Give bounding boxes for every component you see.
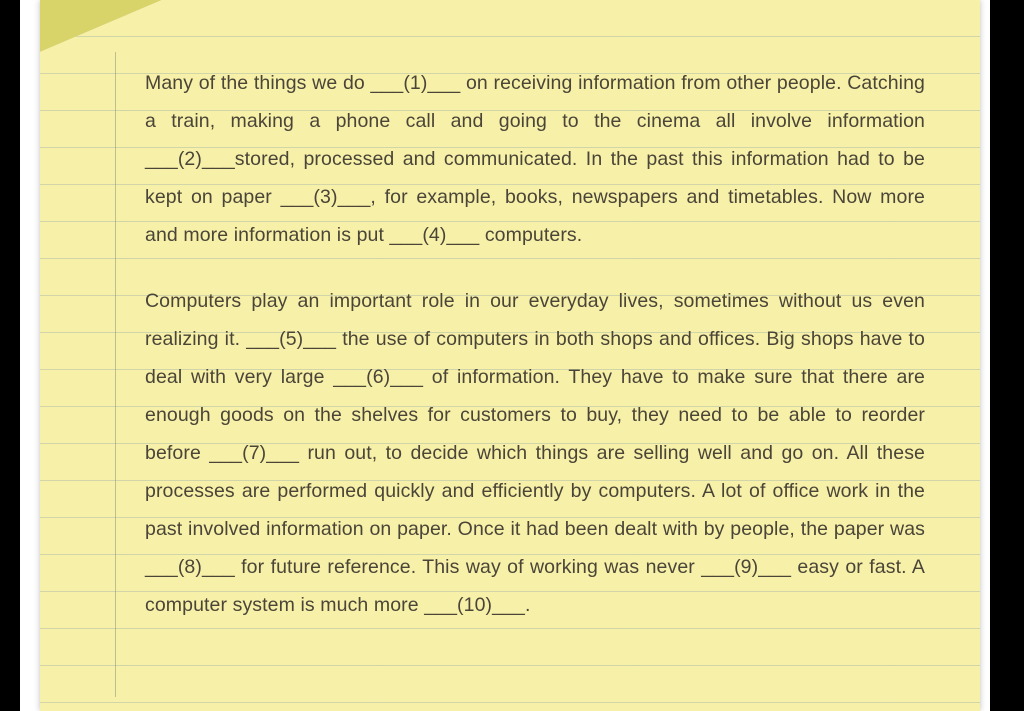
left-letterbox-bar bbox=[0, 0, 20, 711]
right-letterbox-bar bbox=[990, 0, 1024, 711]
paragraph-2: Computers play an important role in our everyday lives, sometimes without us even realizing it. ___(5)___ the use of computers in both shops and offices. Big shops have to deal with very large ___(6)___ of information. They have to make sure that there are enough goods on the shelves for customers to buy, they need to be able to reorder before ___(7)___ run out, to decide which things are selling well and go on. All these processes are performed quickly and efficiently by computers. A lot of office work in the past involved information on paper. Once it had been dealt with by people, the paper was ___(8)___ for future reference. This way of working was never ___(9)___ easy or fast. A computer system is much more ___(10)___. bbox=[145, 290, 925, 616]
document-body bbox=[145, 64, 925, 624]
paragraph-1: Many of the things we do ___(1)___ on receiving information from other people. Catching a train, making a phone call and going to the cinema all involve information ___(2)___stored, processed and communicated. In the past this information had to be kept on paper ___(3)___, for example, books, newspapers and timetables. Now more and more information is put ___(4)___ computers. bbox=[145, 72, 925, 246]
margin-rule-line bbox=[115, 52, 116, 697]
